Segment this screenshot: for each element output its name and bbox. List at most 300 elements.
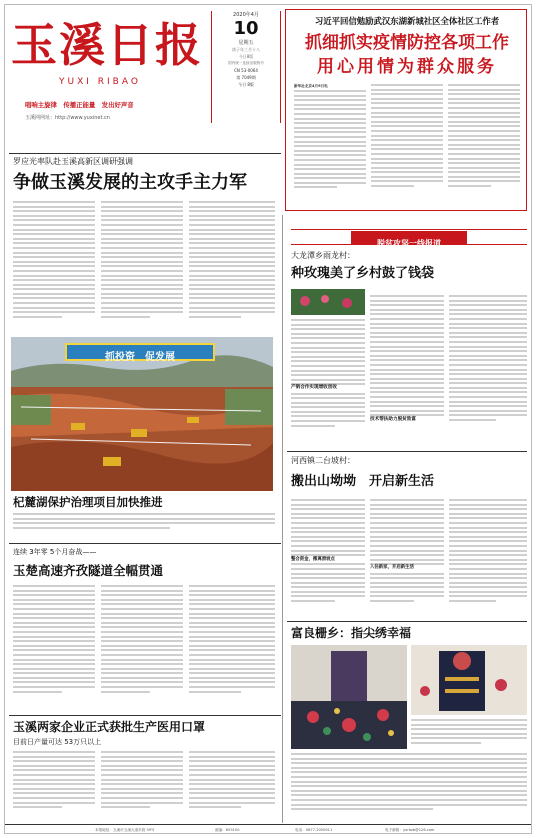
body-text-line	[370, 378, 444, 380]
body-text-line	[449, 318, 527, 320]
body-text-line	[291, 531, 365, 533]
body-text-line	[371, 148, 443, 150]
body-text-line	[371, 158, 443, 160]
body-text-line	[448, 107, 520, 109]
body-text-line	[13, 668, 95, 670]
body-text-line	[291, 536, 365, 538]
photo-story-headline: 富良栅乡：指尖绣幸福	[291, 626, 412, 640]
body-text-line	[101, 238, 183, 240]
body-text-line	[189, 206, 275, 208]
body-text-line	[291, 545, 365, 547]
body-text-line	[101, 806, 150, 808]
body-text-line	[291, 397, 365, 399]
lead-body-col2	[101, 201, 183, 333]
body-text-line	[449, 550, 527, 552]
body-text-line	[101, 802, 183, 804]
embroidery-photo-right-image	[411, 645, 527, 715]
body-text-line	[370, 396, 444, 398]
footer	[5, 824, 532, 834]
body-text-line	[449, 414, 527, 416]
rose-photo	[291, 289, 365, 315]
body-text-line	[291, 563, 365, 565]
body-text-line	[189, 261, 275, 263]
body-text-line	[449, 577, 527, 579]
body-text-line	[189, 769, 275, 771]
body-text-line	[449, 410, 527, 412]
body-text-line	[449, 545, 527, 547]
body-text-line	[449, 336, 527, 338]
body-text-line	[189, 288, 275, 290]
body-text-line	[13, 672, 95, 674]
body-text-line	[101, 265, 183, 267]
body-text-line	[189, 302, 275, 304]
body-text-line	[370, 300, 444, 302]
body-text-line	[370, 341, 444, 343]
body-text-line	[13, 215, 95, 217]
body-text-line	[189, 297, 275, 299]
body-text-line	[448, 93, 520, 95]
body-text-line	[448, 171, 520, 173]
lead-body-col3	[189, 201, 275, 333]
body-text-line	[13, 233, 95, 235]
body-text-line	[370, 304, 444, 306]
body-text-line	[291, 374, 365, 376]
body-text-line	[448, 153, 520, 155]
body-text-line	[101, 663, 183, 665]
body-text-line	[189, 293, 275, 295]
body-text-line	[449, 595, 527, 597]
body-text-line	[101, 631, 183, 633]
body-text-line	[291, 753, 527, 755]
body-text-line	[101, 797, 183, 799]
body-text-line	[291, 522, 365, 524]
body-text-line	[291, 771, 527, 773]
body-text-line	[13, 210, 95, 212]
body-text-line	[371, 176, 443, 178]
body-text-line	[13, 659, 95, 661]
photo-banner-text: 抓投资 促发展	[105, 352, 175, 363]
body-text-line	[448, 84, 520, 86]
body-text-line	[449, 522, 527, 524]
body-text-line	[370, 517, 444, 519]
body-text-line	[291, 328, 365, 330]
body-text-line	[13, 686, 95, 688]
body-text-line	[13, 224, 95, 226]
body-text-line	[13, 585, 95, 587]
body-text-line	[291, 333, 365, 335]
body-text-line	[13, 522, 275, 524]
body-text-line	[370, 387, 444, 389]
body-text-line	[294, 113, 366, 115]
body-text-line	[189, 672, 275, 674]
newspaper-page	[4, 4, 532, 834]
body-text-line	[189, 590, 275, 592]
body-text-line	[13, 590, 95, 592]
body-text-line	[189, 765, 275, 767]
body-text-line	[189, 691, 241, 693]
body-text-line	[291, 504, 365, 506]
body-text-line	[291, 804, 527, 806]
body-text-line	[13, 201, 95, 203]
hexi-headline: 搬出山坳坳 开启新生活	[291, 474, 435, 489]
hexi-body-col2	[370, 499, 444, 617]
body-text-line	[13, 284, 95, 286]
body-text-line	[13, 751, 95, 753]
body-text-line	[449, 346, 527, 348]
body-text-line	[448, 112, 520, 114]
body-text-line	[449, 332, 527, 334]
body-text-line	[370, 513, 444, 515]
body-text-line	[370, 373, 444, 375]
body-text-line	[189, 307, 275, 309]
body-text-line	[370, 577, 444, 579]
body-text-line	[449, 559, 527, 561]
body-text-line	[448, 121, 520, 123]
body-text-line	[13, 608, 95, 610]
body-text-line	[370, 536, 444, 538]
body-text-line	[448, 167, 520, 169]
body-text-line	[449, 536, 527, 538]
body-text-line	[371, 153, 443, 155]
body-text-line	[449, 327, 527, 329]
body-text-line	[370, 355, 444, 357]
body-text-line	[13, 691, 62, 693]
body-text-line	[291, 342, 365, 344]
body-text-line	[449, 401, 527, 403]
body-text-line	[189, 774, 275, 776]
body-text-line	[189, 275, 275, 277]
body-text-line	[370, 364, 444, 366]
body-text-line	[449, 304, 527, 306]
body-text-line	[189, 599, 275, 601]
body-text-line	[294, 145, 366, 147]
body-text-line	[370, 405, 444, 407]
body-text-line	[291, 785, 527, 787]
body-text-line	[370, 559, 444, 561]
body-text-line	[448, 139, 520, 141]
masks-headline: 玉溪两家企业正式获批生产医用口罩	[13, 720, 206, 734]
body-text-line	[13, 311, 95, 313]
masks-body-col3	[189, 751, 275, 821]
body-text-line	[370, 401, 444, 403]
body-text-line	[371, 121, 443, 123]
body-text-line	[13, 297, 95, 299]
body-text-line	[13, 645, 95, 647]
body-text-line	[370, 554, 444, 556]
body-text-line	[101, 307, 183, 309]
hexi-kicker: 河西镇二台坡村：	[291, 456, 355, 465]
body-text-line	[13, 288, 95, 290]
body-text-line	[449, 382, 527, 384]
lead-headline: 争做玉溪发展的主攻手主力军	[13, 172, 247, 193]
body-text-line	[189, 649, 275, 651]
body-text-line	[449, 508, 527, 510]
body-text-line	[189, 760, 275, 762]
masthead-title: 玉溪日报	[11, 18, 203, 72]
body-text-line	[13, 599, 95, 601]
issue-cn: CN 53-0064	[234, 68, 258, 73]
body-text-line	[189, 265, 275, 267]
body-text-line	[13, 302, 95, 304]
body-text-line	[449, 396, 527, 398]
body-text-line	[189, 613, 275, 615]
body-text-line	[370, 313, 444, 315]
body-text-line	[13, 613, 95, 615]
body-text-line	[370, 350, 444, 352]
body-text-line	[371, 135, 443, 137]
body-text-line	[371, 98, 443, 100]
body-text-line	[370, 545, 444, 547]
body-text-line	[101, 242, 183, 244]
body-text-line	[294, 182, 366, 184]
body-text-line	[101, 792, 183, 794]
body-text-line	[291, 776, 527, 778]
body-text-line	[370, 540, 444, 542]
photo-caption-body	[13, 513, 275, 537]
body-text-line	[291, 799, 527, 801]
body-text-line	[101, 252, 183, 254]
body-text-line	[101, 270, 183, 272]
body-text-line	[189, 284, 275, 286]
body-text-line	[13, 293, 95, 295]
body-text-line	[101, 765, 183, 767]
body-text-line	[291, 808, 433, 810]
hexi-subhead2: 入住新家，开启新生活	[370, 565, 444, 571]
body-text-line	[449, 591, 527, 593]
body-text-line	[370, 573, 444, 575]
body-text-line	[13, 681, 95, 683]
body-text-line	[189, 806, 241, 808]
body-text-line	[448, 144, 520, 146]
body-text-line	[101, 206, 183, 208]
body-text-line	[101, 302, 183, 304]
body-text-line	[449, 391, 527, 393]
issue-lunar: 庚子年三月十八	[232, 47, 260, 52]
body-text-line	[13, 779, 95, 781]
body-text-line	[449, 504, 527, 506]
body-text-line	[291, 595, 365, 597]
body-text-line	[189, 802, 275, 804]
body-text-line	[189, 215, 275, 217]
body-text-line	[291, 527, 365, 529]
issue-pages: 今日8版	[238, 54, 254, 59]
body-text-line	[189, 686, 275, 688]
body-text-line	[449, 359, 527, 361]
body-text-line	[370, 336, 444, 338]
body-text-line	[291, 513, 365, 515]
body-text-line	[291, 540, 365, 542]
body-text-line	[449, 373, 527, 375]
body-text-line	[448, 125, 520, 127]
poverty-banner-text: 脱贫攻坚一线报道	[377, 239, 441, 248]
body-text-line	[189, 256, 275, 258]
body-text-line	[370, 591, 444, 593]
body-text-line	[291, 499, 365, 501]
body-text-line	[371, 167, 443, 169]
body-text-line	[294, 177, 366, 179]
body-text-line	[189, 783, 275, 785]
body-text-line	[370, 391, 444, 393]
body-text-line	[189, 617, 275, 619]
body-text-line	[448, 135, 520, 137]
body-text-line	[294, 186, 337, 188]
body-text-line	[291, 568, 365, 570]
top-story-body-col2	[371, 84, 443, 206]
body-text-line	[291, 591, 365, 593]
body-text-line	[101, 233, 183, 235]
body-text-line	[101, 622, 183, 624]
body-text-line	[370, 527, 444, 529]
body-text-line	[189, 622, 275, 624]
body-text-line	[449, 527, 527, 529]
body-text-line	[294, 122, 366, 124]
body-text-line	[294, 150, 366, 152]
body-text-line	[101, 256, 183, 258]
body-text-line	[291, 762, 527, 764]
tunnel-headline: 玉楚高速齐孜隧道全幅贯通	[13, 563, 164, 578]
body-text-line	[294, 154, 366, 156]
body-text-line	[13, 270, 95, 272]
body-text-line	[101, 293, 183, 295]
tunnel-kicker: 连续 3年零 5个月奋战——	[13, 548, 97, 556]
body-text-line	[291, 356, 365, 358]
body-text-line	[189, 631, 275, 633]
body-text-line	[291, 767, 527, 769]
body-text-line	[189, 247, 275, 249]
body-text-line	[291, 402, 365, 404]
body-text-line	[13, 631, 95, 633]
body-text-line	[13, 594, 95, 596]
body-text-line	[189, 224, 275, 226]
body-text-line	[294, 127, 366, 129]
body-text-line	[13, 219, 95, 221]
body-text-line	[371, 107, 443, 109]
body-text-line	[448, 185, 491, 187]
body-text-line	[13, 765, 95, 767]
body-text-line	[291, 337, 365, 339]
masks-subhead: 目前日产量可达 53万只以上	[13, 738, 102, 746]
body-text-line	[189, 792, 275, 794]
body-text-line	[189, 219, 275, 221]
body-text-line	[13, 756, 95, 758]
body-text-line	[411, 733, 527, 735]
body-text-line	[13, 316, 62, 318]
body-text-line	[13, 275, 95, 277]
body-text-line	[189, 270, 275, 272]
body-text-line	[370, 586, 444, 588]
body-text-line	[448, 130, 520, 132]
body-text-line	[13, 792, 95, 794]
lead-kicker: 罗应光率队赴玉溪高新区调研强调	[13, 157, 133, 166]
body-text-line	[449, 295, 527, 297]
body-text-line	[101, 599, 183, 601]
top-story-body-col1	[294, 90, 366, 206]
body-text-line	[101, 774, 183, 776]
issue-serial: 第 7049期	[236, 75, 256, 80]
body-text-line	[449, 364, 527, 366]
body-text-line	[101, 279, 183, 281]
body-text-line	[370, 346, 444, 348]
body-text-line	[291, 351, 365, 353]
body-text-line	[411, 724, 527, 726]
body-text-line	[371, 116, 443, 118]
body-text-line	[189, 594, 275, 596]
body-text-line	[291, 319, 365, 321]
body-text-line	[101, 608, 183, 610]
body-text-line	[13, 802, 95, 804]
body-text-line	[101, 626, 183, 628]
body-text-line	[449, 554, 527, 556]
photo-story-caption	[291, 753, 527, 821]
body-text-line	[449, 419, 496, 421]
body-text-line	[291, 758, 527, 760]
body-text-line	[370, 410, 444, 412]
footer-phone: 电话：0877-2050911	[295, 828, 333, 832]
body-text-line	[13, 797, 95, 799]
body-text-line	[13, 774, 95, 776]
body-text-line	[370, 369, 444, 371]
body-text-line	[189, 797, 275, 799]
poverty-body-col1	[291, 319, 365, 443]
body-text-line	[294, 99, 366, 101]
body-text-line	[189, 233, 275, 235]
body-text-line	[101, 311, 183, 313]
body-text-line	[189, 681, 275, 683]
poverty-subhead1: 产销合作实现增收创收	[291, 385, 365, 391]
body-text-line	[371, 112, 443, 114]
body-text-line	[370, 531, 444, 533]
poverty-subhead2: 技术帮扶助力脱贫致富	[370, 417, 444, 423]
body-text-line	[291, 573, 365, 575]
masthead	[11, 11, 211, 151]
body-text-line	[371, 171, 443, 173]
body-text-line	[449, 531, 527, 533]
photo-caption-headline: 杞麓湖保护治理项目加快推进	[13, 495, 163, 509]
body-text-line	[101, 201, 183, 203]
body-text-line	[101, 649, 183, 651]
lead-body-col1	[13, 201, 95, 333]
issue-day: 10	[233, 18, 259, 39]
body-text-line	[13, 242, 95, 244]
body-text-line	[101, 681, 183, 683]
issue-issn: 国内统一连续出版物号	[228, 61, 264, 65]
body-text-line	[189, 316, 241, 318]
body-text-line	[101, 224, 183, 226]
body-text-line	[189, 201, 275, 203]
body-text-line	[291, 406, 365, 408]
body-text-line	[189, 659, 275, 661]
body-text-line	[294, 164, 366, 166]
body-text-line	[291, 586, 365, 588]
issue-month: 2020年4月	[233, 12, 259, 18]
body-text-line	[294, 141, 366, 143]
hexi-subhead1: 整合资金，搬离滑坡点	[291, 557, 365, 563]
body-text-line	[448, 116, 520, 118]
body-text-line	[371, 180, 443, 182]
body-text-line	[370, 323, 444, 325]
body-text-line	[370, 332, 444, 334]
body-text-line	[101, 677, 183, 679]
body-text-line	[101, 316, 150, 318]
body-text-line	[370, 382, 444, 384]
body-text-line	[448, 180, 520, 182]
body-text-line	[371, 125, 443, 127]
body-text-line	[13, 622, 95, 624]
body-text-line	[101, 659, 183, 661]
issue-info-box	[211, 11, 281, 123]
body-text-line	[449, 517, 527, 519]
hexi-body-col3	[449, 499, 527, 617]
